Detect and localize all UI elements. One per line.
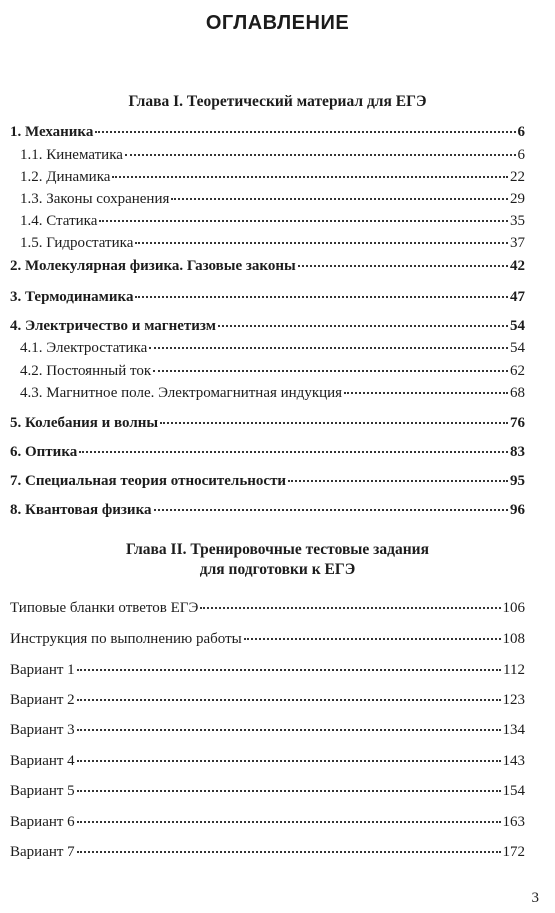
dot-leader <box>77 817 501 823</box>
toc-entry[interactable] <box>10 413 525 433</box>
toc-entry[interactable] <box>10 316 525 336</box>
dot-leader <box>288 476 508 482</box>
toc-entry-title: 1.3. Законы сохранения <box>20 191 170 207</box>
toc-entry[interactable] <box>20 145 525 165</box>
toc-entry-title: 7. Специальная теория относительности <box>10 473 287 489</box>
toc-entry[interactable] <box>10 256 525 276</box>
dot-leader <box>135 292 508 298</box>
dot-leader <box>112 172 508 178</box>
chapter-1-heading: Глава I. Теоретический материал для ЕГЭ <box>128 93 427 110</box>
chapter-2-heading-line-1: Глава II. Тренировочные тестовые задания <box>126 541 429 558</box>
dot-leader <box>160 418 508 424</box>
dot-leader <box>344 388 508 394</box>
toc-entry-title: 2. Молекулярная физика. Газовые законы <box>10 258 296 274</box>
toc-entry-title: Вариант 1 <box>10 662 75 678</box>
toc-entry-title: Типовые бланки ответов ЕГЭ <box>10 600 199 616</box>
toc-entry-title: Вариант 3 <box>10 722 75 738</box>
toc-entry-title: 4.1. Электростатика <box>20 340 148 356</box>
toc-entry[interactable] <box>10 442 525 462</box>
dot-leader <box>77 725 501 731</box>
toc-entry[interactable] <box>20 233 525 253</box>
dot-leader <box>77 847 501 853</box>
toc-entry-page: 54 <box>510 340 525 356</box>
toc-entry-page: 154 <box>502 783 525 799</box>
toc-entry-title: Вариант 4 <box>10 753 75 769</box>
toc-entry-title: Вариант 5 <box>10 783 75 799</box>
toc-entry-page: 54 <box>510 318 525 334</box>
dot-leader <box>77 695 501 701</box>
page-title: ОГЛАВЛЕНИЕ <box>205 12 350 34</box>
toc-entry-title: 1. Механика <box>10 124 94 140</box>
toc-entry-title: 3. Термодинамика <box>10 289 134 305</box>
toc-entry-page: 95 <box>510 473 525 489</box>
toc-entry[interactable] <box>10 690 525 710</box>
dot-leader <box>153 366 508 372</box>
toc-entry-title: 4.3. Магнитное поле. Электромагнитная индукция <box>20 385 343 401</box>
dot-leader <box>149 343 508 349</box>
toc-entry-page: 106 <box>502 600 525 616</box>
toc-entry-page: 6 <box>517 124 525 140</box>
dot-leader <box>171 194 508 200</box>
toc-entry-page: 68 <box>510 385 525 401</box>
toc-entry-page: 35 <box>510 213 525 229</box>
dot-leader <box>125 150 516 156</box>
toc-entry-title: Вариант 6 <box>10 814 75 830</box>
toc-entry-title: 1.5. Гидростатика <box>20 235 134 251</box>
dot-leader <box>77 756 501 762</box>
toc-entry-title: Вариант 7 <box>10 844 75 860</box>
toc-entry[interactable] <box>10 287 525 307</box>
toc-entry-page: 47 <box>510 289 525 305</box>
toc-entry-title: Вариант 2 <box>10 692 75 708</box>
toc-entry[interactable] <box>20 338 525 358</box>
page-number: 3 <box>531 890 539 906</box>
toc-entry[interactable] <box>10 471 525 491</box>
toc-entry-page: 172 <box>502 844 525 860</box>
toc-entry[interactable] <box>10 598 525 618</box>
toc-entry[interactable] <box>10 781 525 801</box>
dot-leader <box>135 238 508 244</box>
toc-entry-title: 1.2. Динамика <box>20 169 111 185</box>
toc-entry-title: 1.1. Кинематика <box>20 147 123 163</box>
toc-entry-page: 134 <box>502 722 525 738</box>
toc-entry[interactable] <box>10 751 525 771</box>
toc-entry-page: 83 <box>510 444 525 460</box>
toc-entry[interactable] <box>10 122 525 142</box>
toc-entry-page: 29 <box>510 191 525 207</box>
dot-leader <box>79 447 508 453</box>
chapter-2-heading-line-2: для подготовки к ЕГЭ <box>199 561 356 578</box>
toc-entry[interactable] <box>10 629 525 649</box>
toc-entry-page: 37 <box>510 235 525 251</box>
toc-entry-page: 108 <box>502 631 525 647</box>
toc-entry-title: 4.2. Постоянный ток <box>20 363 152 379</box>
toc-entry-title: 4. Электричество и магнетизм <box>10 318 216 334</box>
toc-entry-page: 123 <box>502 692 525 708</box>
dot-leader <box>99 216 508 222</box>
dot-leader <box>200 603 500 609</box>
dot-leader <box>244 634 501 640</box>
toc-entry-title: 8. Квантовая физика <box>10 502 152 518</box>
toc-entry-page: 42 <box>510 258 525 274</box>
dot-leader <box>77 665 501 671</box>
toc-entry[interactable] <box>10 842 525 862</box>
toc-entry[interactable] <box>20 383 525 403</box>
toc-entry[interactable] <box>10 500 525 520</box>
toc-entry-page: 76 <box>510 415 525 431</box>
toc-entry[interactable] <box>20 361 525 381</box>
toc-entry-page: 6 <box>517 147 525 163</box>
toc-entry[interactable] <box>10 660 525 680</box>
toc-entry-page: 163 <box>502 814 525 830</box>
toc-entry-title: Инструкция по выполнению работы <box>10 631 242 647</box>
dot-leader <box>218 321 508 327</box>
toc-entry-title: 6. Оптика <box>10 444 78 460</box>
dot-leader <box>298 261 508 267</box>
dot-leader <box>154 505 509 511</box>
toc-entry-title: 1.4. Статика <box>20 213 98 229</box>
toc-entry-page: 62 <box>510 363 525 379</box>
toc-entry-page: 143 <box>502 753 525 769</box>
toc-entry[interactable] <box>20 189 525 209</box>
toc-entry[interactable] <box>20 211 525 231</box>
toc-entry[interactable] <box>20 167 525 187</box>
toc-entry-page: 22 <box>510 169 525 185</box>
toc-entry-page: 96 <box>510 502 525 518</box>
toc-entry-title: 5. Колебания и волны <box>10 415 159 431</box>
dot-leader <box>95 127 515 133</box>
toc-entry[interactable] <box>10 812 525 832</box>
toc-entry[interactable] <box>10 720 525 740</box>
dot-leader <box>77 786 501 792</box>
toc-entry-page: 112 <box>503 662 525 678</box>
